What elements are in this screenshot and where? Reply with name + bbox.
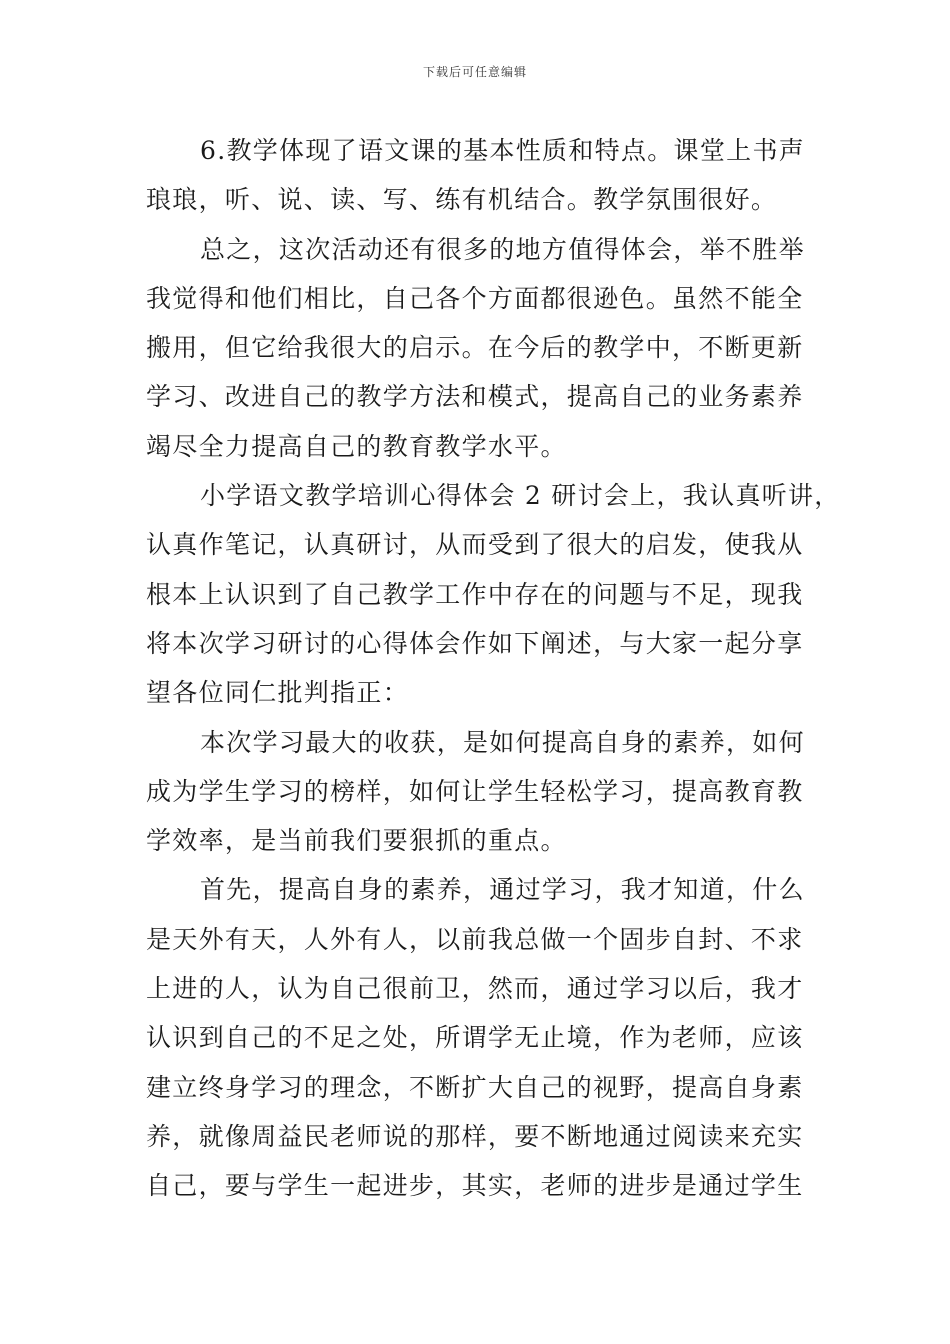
text-line: 根本上认识到了自己教学工作中存在的问题与不足，现我 [146, 579, 804, 609]
text-line: 琅琅，听、说、读、写、练有机结合。教学氛围很好。 [146, 185, 778, 215]
page-header: 下载后可任意编辑 [422, 65, 527, 79]
text-line: 学习、改进自己的教学方法和模式，提高自己的业务素养 [146, 382, 804, 412]
text-line: 自己，要与学生一起进步，其实，老师的进步是通过学生 [146, 1171, 804, 1201]
text-line: 认识到自己的不足之处，所谓学无止境，作为老师，应该 [146, 1023, 804, 1053]
text-line: 望各位同仁批判指正： [146, 678, 410, 708]
text-line: 6.教学体现了语文课的基本性质和特点。课堂上书声 [200, 136, 806, 165]
text-line: 养，就像周益民老师说的那样，要不断地通过阅读来充实 [146, 1121, 804, 1151]
document-body [146, 126, 841, 1211]
text-line: 认真作笔记，认真研讨，从而受到了很大的启发，使我从 [146, 530, 804, 560]
text-line: 竭尽全力提高自己的教育教学水平。 [146, 431, 567, 461]
text-line: 首先，提高自身的素养，通过学习，我才知道，什么 [200, 875, 805, 905]
text-line: 搬用，但它给我很大的启示。在今后的教学中，不断更新 [146, 333, 804, 363]
text-line: 我觉得和他们相比，自己各个方面都很逊色。虽然不能全 [146, 283, 804, 313]
text-line: 学效率，是当前我们要狠抓的重点。 [146, 826, 567, 856]
text-line: 上进的人，认为自己很前卫，然而，通过学习以后，我才 [146, 974, 804, 1004]
text-line: 将本次学习研讨的心得体会作如下阐述，与大家一起分享 [146, 628, 804, 658]
text-line: 小学语文教学培训心得体会 2 研讨会上，我认真听讲， [200, 481, 841, 511]
text-line: 成为学生学习的榜样，如何让学生轻松学习，提高教育教 [146, 776, 804, 806]
text-line: 建立终身学习的理念，不断扩大自己的视野，提高自身素 [146, 1072, 804, 1102]
text-line: 本次学习最大的收获，是如何提高自身的素养，如何 [200, 727, 805, 757]
text-line: 总之，这次活动还有很多的地方值得体会，举不胜举 [200, 234, 805, 264]
text-line: 是天外有天，人外有人，以前我总做一个固步自封、不求 [146, 924, 804, 954]
